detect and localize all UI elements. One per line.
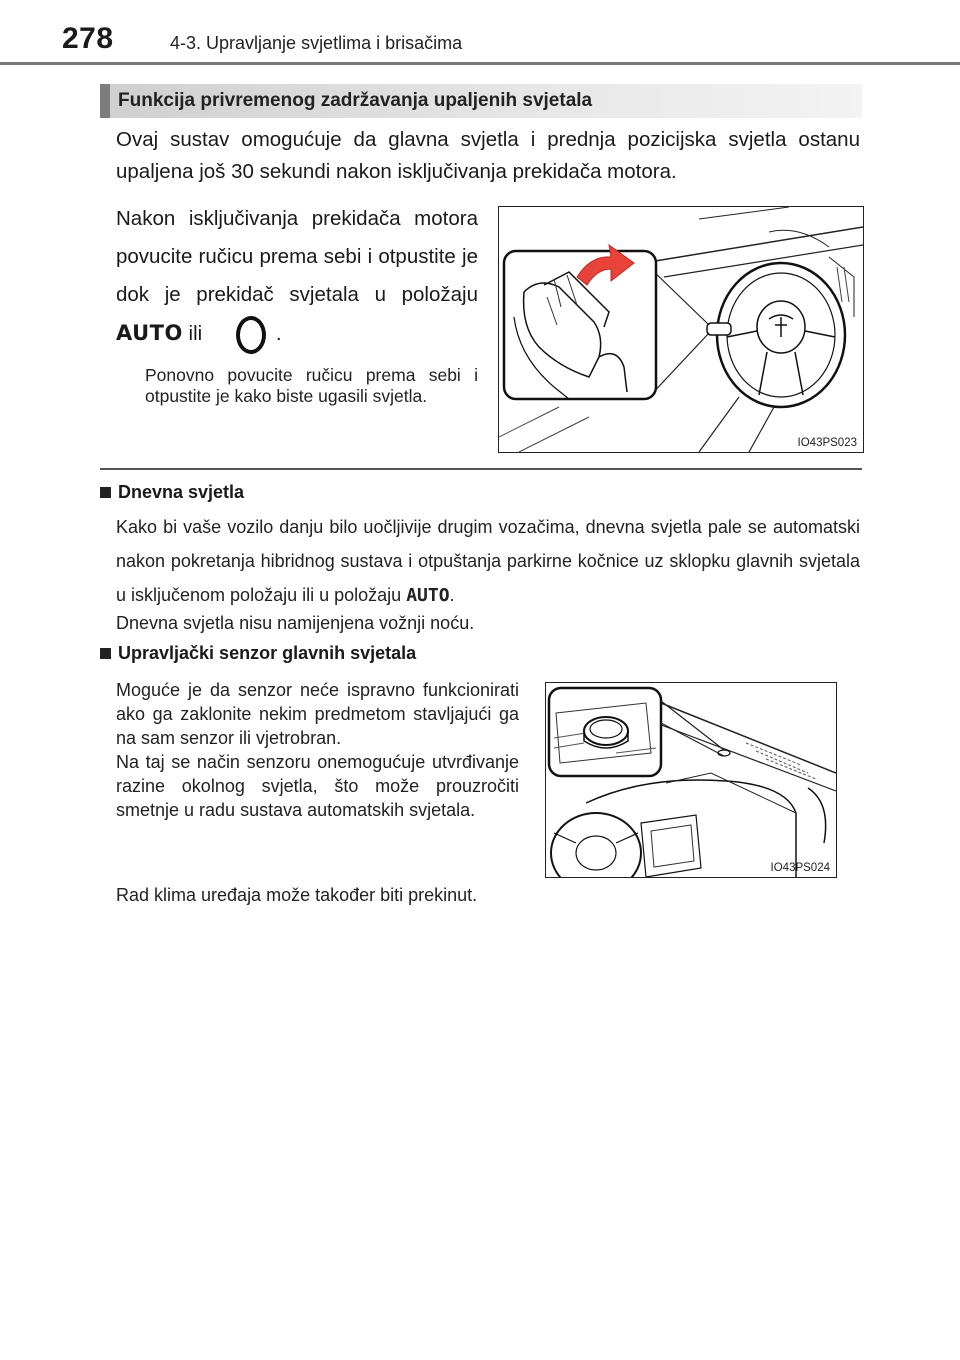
circle-outline-icon (236, 316, 266, 354)
sensor-text-2: Na taj se način senzoru onemogućuje utvrđivanje razine okolnog svjetla, što može prouzročiti smetnje u radu sustava automatskih svjetala. (116, 752, 519, 820)
sensor-text-block (116, 678, 519, 822)
page-number: 278 (62, 22, 114, 55)
section-title-bar (100, 84, 862, 118)
daytime-text (116, 510, 860, 613)
step-or: ili (188, 322, 203, 345)
sensor-illustration (546, 683, 836, 877)
bullet-square-icon (100, 487, 111, 498)
heading-daytime-lights (100, 482, 244, 503)
daytime-text-body: Kako bi vaše vozilo danju bilo uočljivije drugim vozačima, dnevna svjetla pale se automatski nakon pokretanja hibridnog sustava i otpuštanja parkirne kočnice uz sklopku glavnih svjetala u isključenom položaju ili u položaju (116, 517, 860, 605)
section-accent (100, 84, 110, 118)
heading-daytime-label: Dnevna svjetla (118, 482, 245, 502)
header-divider (0, 62, 960, 65)
heading-sensor-label: Upravljački senzor glavnih svjetala (118, 643, 417, 663)
daytime-text-end: . (449, 585, 455, 605)
heading-light-sensor (100, 643, 416, 664)
auto-symbol: AUTO (116, 321, 183, 345)
chapter-title: 4-3. Upravljanje svjetlima i brisačima (170, 33, 463, 53)
bullet-square-icon (100, 648, 111, 659)
sensor-text-1: Moguće je da senzor neće ispravno funkcionirati ako ga zaklonite nekim predmetom stavljajući ga na sam senzor ili vjetrobran. (116, 680, 519, 748)
figure-lever (498, 206, 864, 453)
step-end: . (275, 322, 282, 345)
section-title: Funkcija privremenog zadržavanja upaljenih svjetala (118, 90, 593, 111)
auto-symbol-inline: AUTO (406, 585, 450, 606)
lever-illustration (499, 207, 863, 452)
figure-code: IO43PS023 (797, 437, 857, 449)
section-divider (100, 468, 862, 470)
figure-code: IO43PS024 (770, 862, 830, 874)
sensor-text-3: Rad klima uređaja može također biti prekinut. (116, 885, 478, 905)
step-instruction (116, 200, 478, 354)
step-note: Ponovno povucite ručicu prema sebi i otpustite je kako biste ugasili svjetla. (145, 365, 478, 406)
figure-sensor (545, 682, 837, 878)
intro-paragraph: Ovaj sustav omogućuje da glavna svjetla i prednja pozicijska svjetla ostanu upaljena još 30 sekundi nakon isključivanja prekidača motora. (116, 128, 860, 183)
daytime-note: Dnevna svjetla nisu namijenjena vožnji noću. (116, 613, 475, 633)
step-text: Nakon isključivanja prekidača motora povucite ručicu prema sebi i otpustite je dok je prekidač svjetala u položaju (116, 207, 478, 306)
